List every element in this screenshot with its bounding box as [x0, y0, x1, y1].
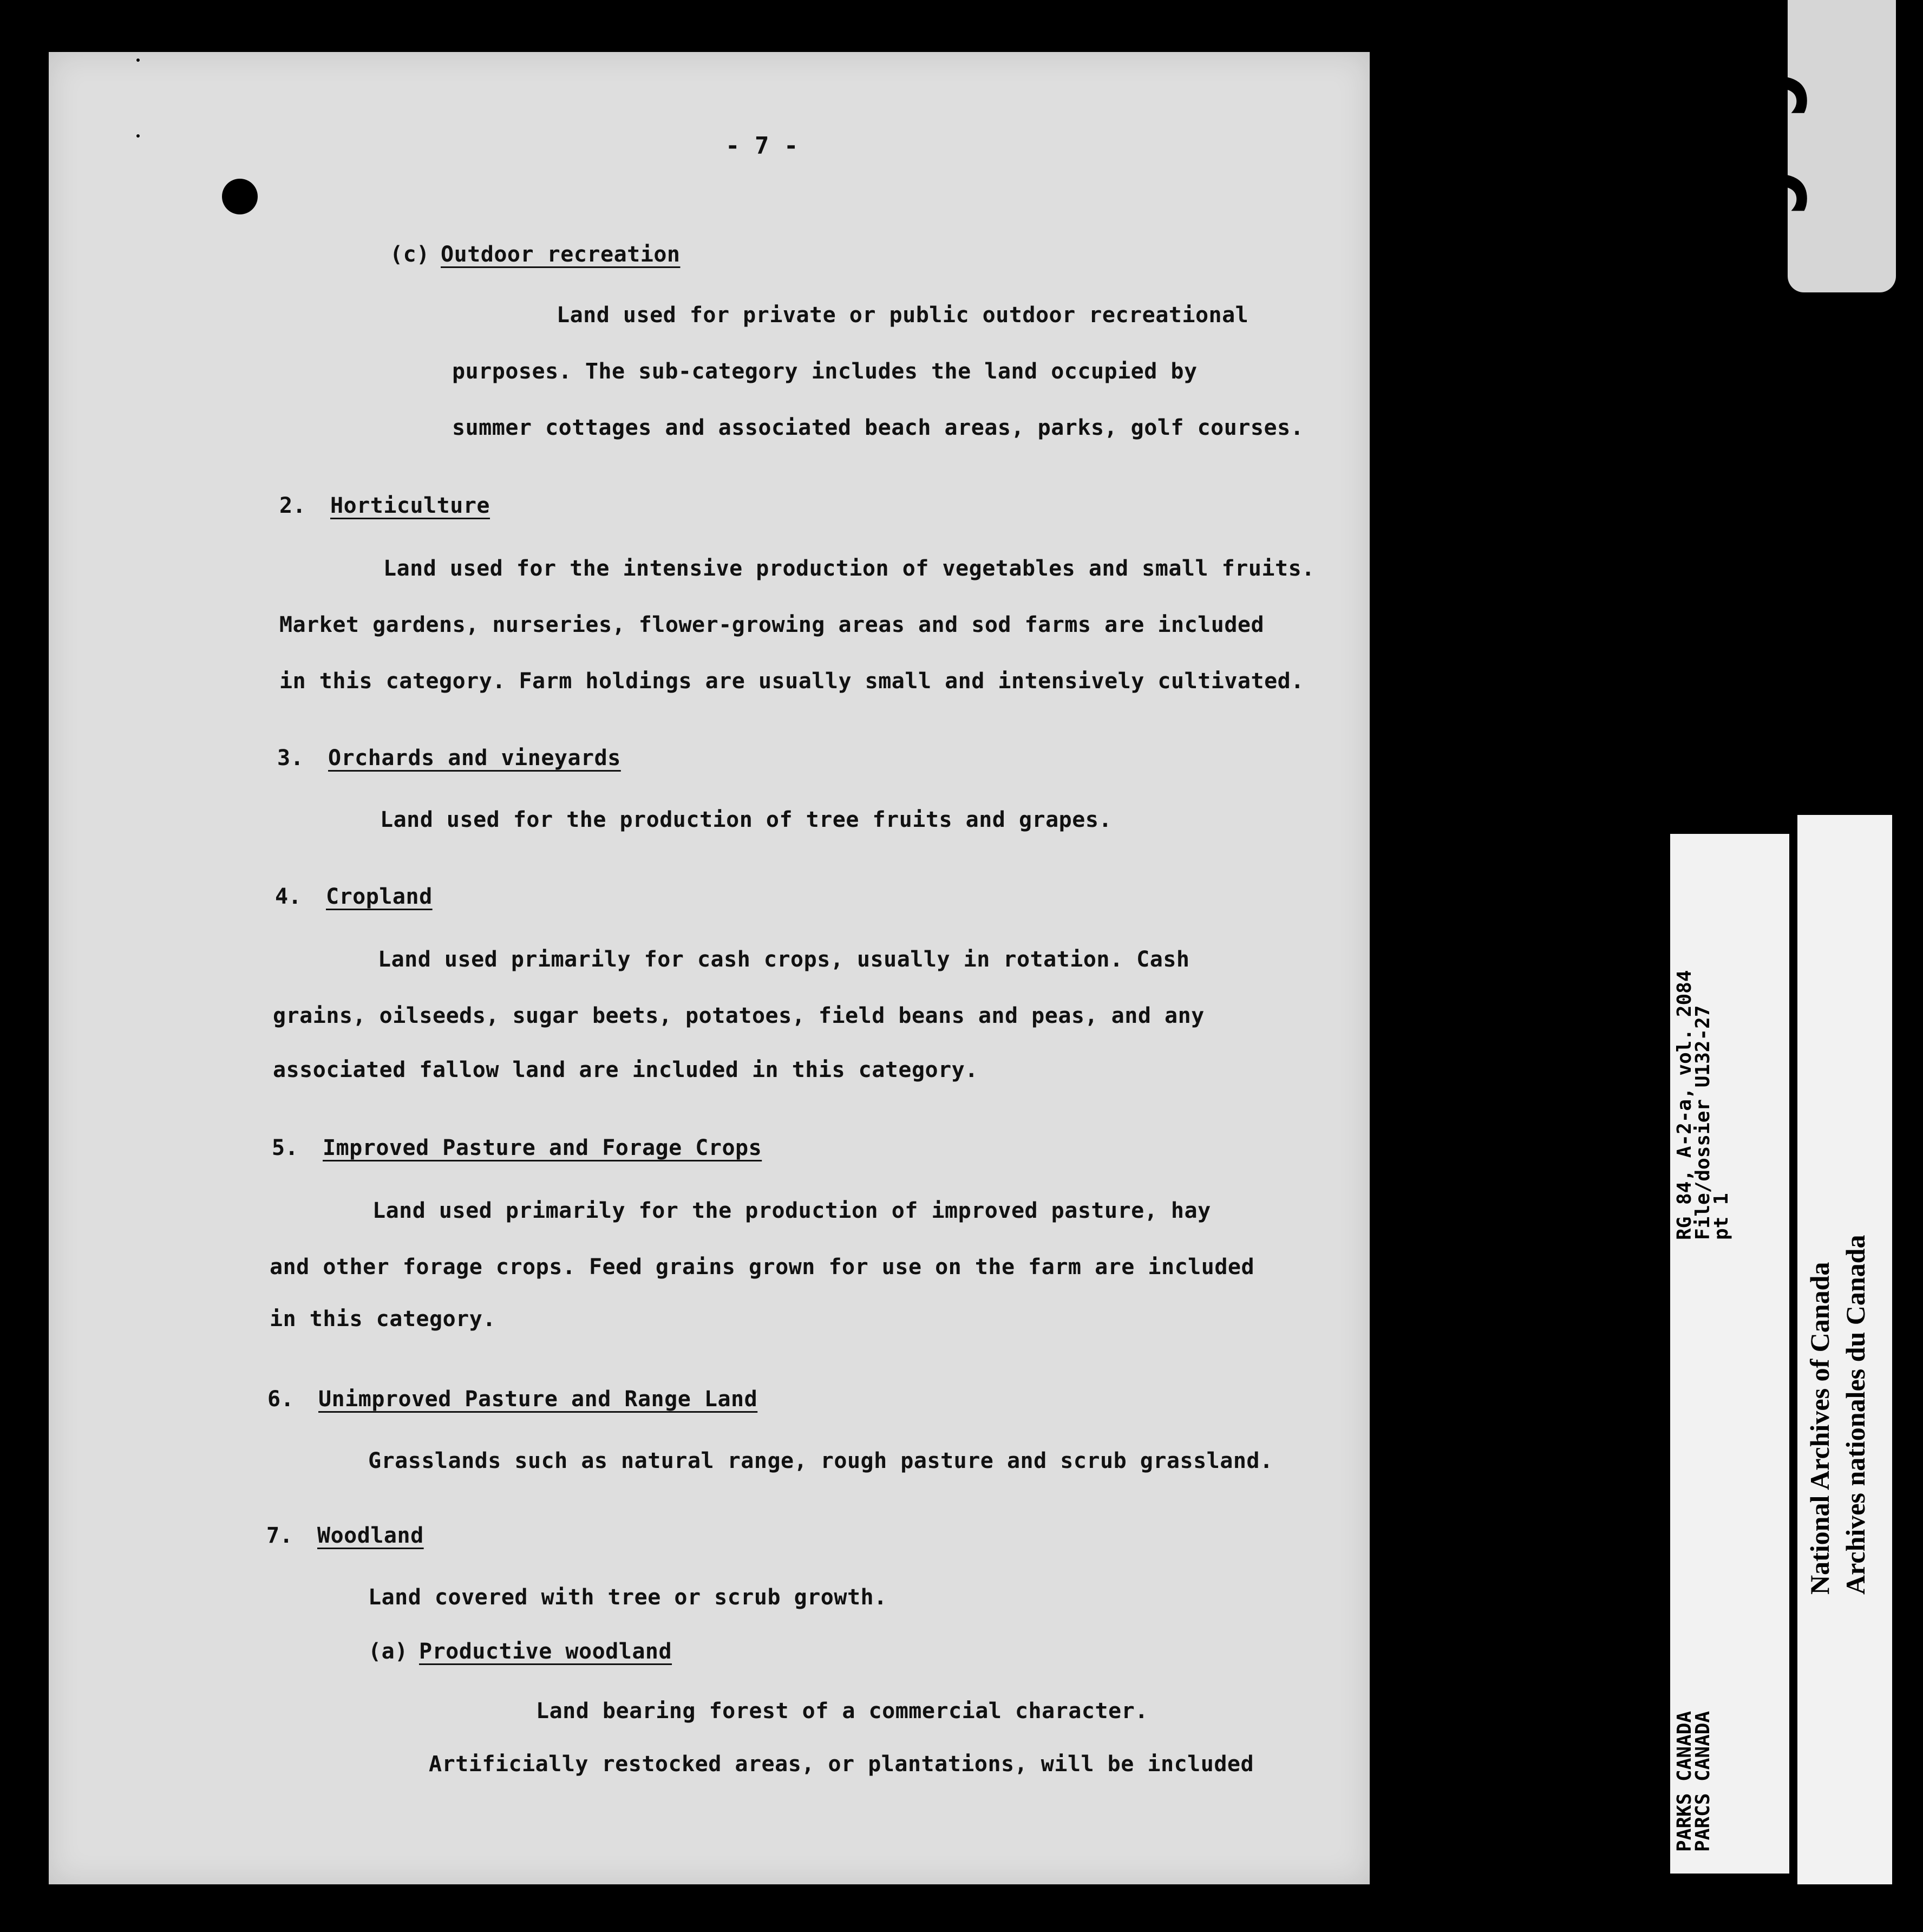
section-heading: [266, 1523, 424, 1549]
section-number: 7.: [266, 1523, 293, 1548]
paragraph-line: summer cottages and associated beach areas, parks, golf courses.: [452, 415, 1304, 440]
paragraph-line: Land used primarily for the production of improved pasture, hay: [372, 1198, 1211, 1223]
paragraph-line: Land used for the production of tree fruits and grapes.: [380, 807, 1113, 832]
subsection-marker: (a): [368, 1639, 408, 1664]
section-title: Improved Pasture and Forage Crops: [323, 1135, 762, 1160]
subsection-heading: [390, 241, 680, 267]
paragraph-line: Land covered with tree or scrub growth.: [368, 1585, 887, 1610]
paragraph-line: Land used for the intensive production of vegetables and small fruits.: [383, 556, 1315, 581]
paragraph-line: purposes. The sub-category includes the land occupied by: [452, 359, 1198, 384]
agency-line: PARCS CANADA: [1692, 1711, 1714, 1852]
section-heading: [272, 1135, 762, 1161]
paragraph-line: grains, oilseeds, sugar beets, potatoes, field beans and peas, and any: [273, 1003, 1205, 1028]
section-heading: [279, 493, 490, 519]
section-number: 2.: [279, 493, 306, 518]
section-title: Unimproved Pasture and Range Land: [318, 1387, 758, 1412]
section-heading: [267, 1386, 757, 1412]
reference-line: RG 84, A-2-a, vol. 2084: [1673, 970, 1696, 1240]
section-number: 6.: [267, 1387, 295, 1412]
section-title: Cropland: [326, 884, 433, 909]
paragraph-line: Land used primarily for cash crops, usually in rotation. Cash: [378, 947, 1190, 972]
section-number: 3.: [277, 746, 304, 771]
subsection-heading: [368, 1639, 672, 1665]
section-number: 5.: [272, 1135, 299, 1160]
agency-line: PARKS CANADA: [1673, 1711, 1696, 1852]
paragraph-line: and other forage crops. Feed grains grown for use on the farm are included: [270, 1255, 1255, 1280]
paragraph-line: in this category.: [270, 1307, 496, 1331]
section-title: Woodland: [317, 1523, 424, 1548]
paragraph-line: Land bearing forest of a commercial character.: [536, 1699, 1148, 1724]
archive-reference-strip: [1670, 834, 1789, 1874]
reference-line: pt 1: [1710, 1193, 1732, 1240]
paragraph-line: Grasslands such as natural range, rough pasture and scrub grassland.: [368, 1448, 1273, 1473]
paragraph-line: Artificially restocked areas, or plantations, will be included: [429, 1752, 1254, 1777]
subsection-title: Productive woodland: [419, 1639, 672, 1664]
archive-institution-strip: [1797, 815, 1892, 1884]
section-number: 4.: [275, 884, 302, 909]
section-title: Horticulture: [330, 493, 490, 518]
section-title: Orchards and vineyards: [328, 746, 621, 771]
subsection-marker: (c): [390, 242, 430, 267]
subsection-title: Outdoor recreation: [441, 242, 681, 267]
page-number: - 7 -: [725, 132, 799, 160]
paragraph-line: associated fallow land are included in this category.: [273, 1058, 978, 1082]
punch-hole: [222, 179, 258, 214]
institution-line: National Archives of Canada: [1804, 1262, 1835, 1595]
frame-mark-text: C C: [1727, 70, 1822, 217]
paragraph-line: Land used for private or public outdoor recreational: [557, 303, 1249, 328]
speck-mark: [136, 58, 140, 62]
section-heading: [277, 745, 621, 771]
paragraph-line: in this category. Farm holdings are usually small and intensively cultivated.: [279, 669, 1304, 694]
frame-marker: [1727, 0, 1896, 292]
section-heading: [275, 884, 433, 910]
document-page: [49, 52, 1370, 1884]
reference-line: File/dossier U132-27: [1692, 1005, 1714, 1240]
institution-line: Archives nationales du Canada: [1840, 1235, 1870, 1595]
paragraph-line: Market gardens, nurseries, flower-growing areas and sod farms are included: [279, 612, 1265, 637]
speck-mark: [136, 134, 140, 138]
